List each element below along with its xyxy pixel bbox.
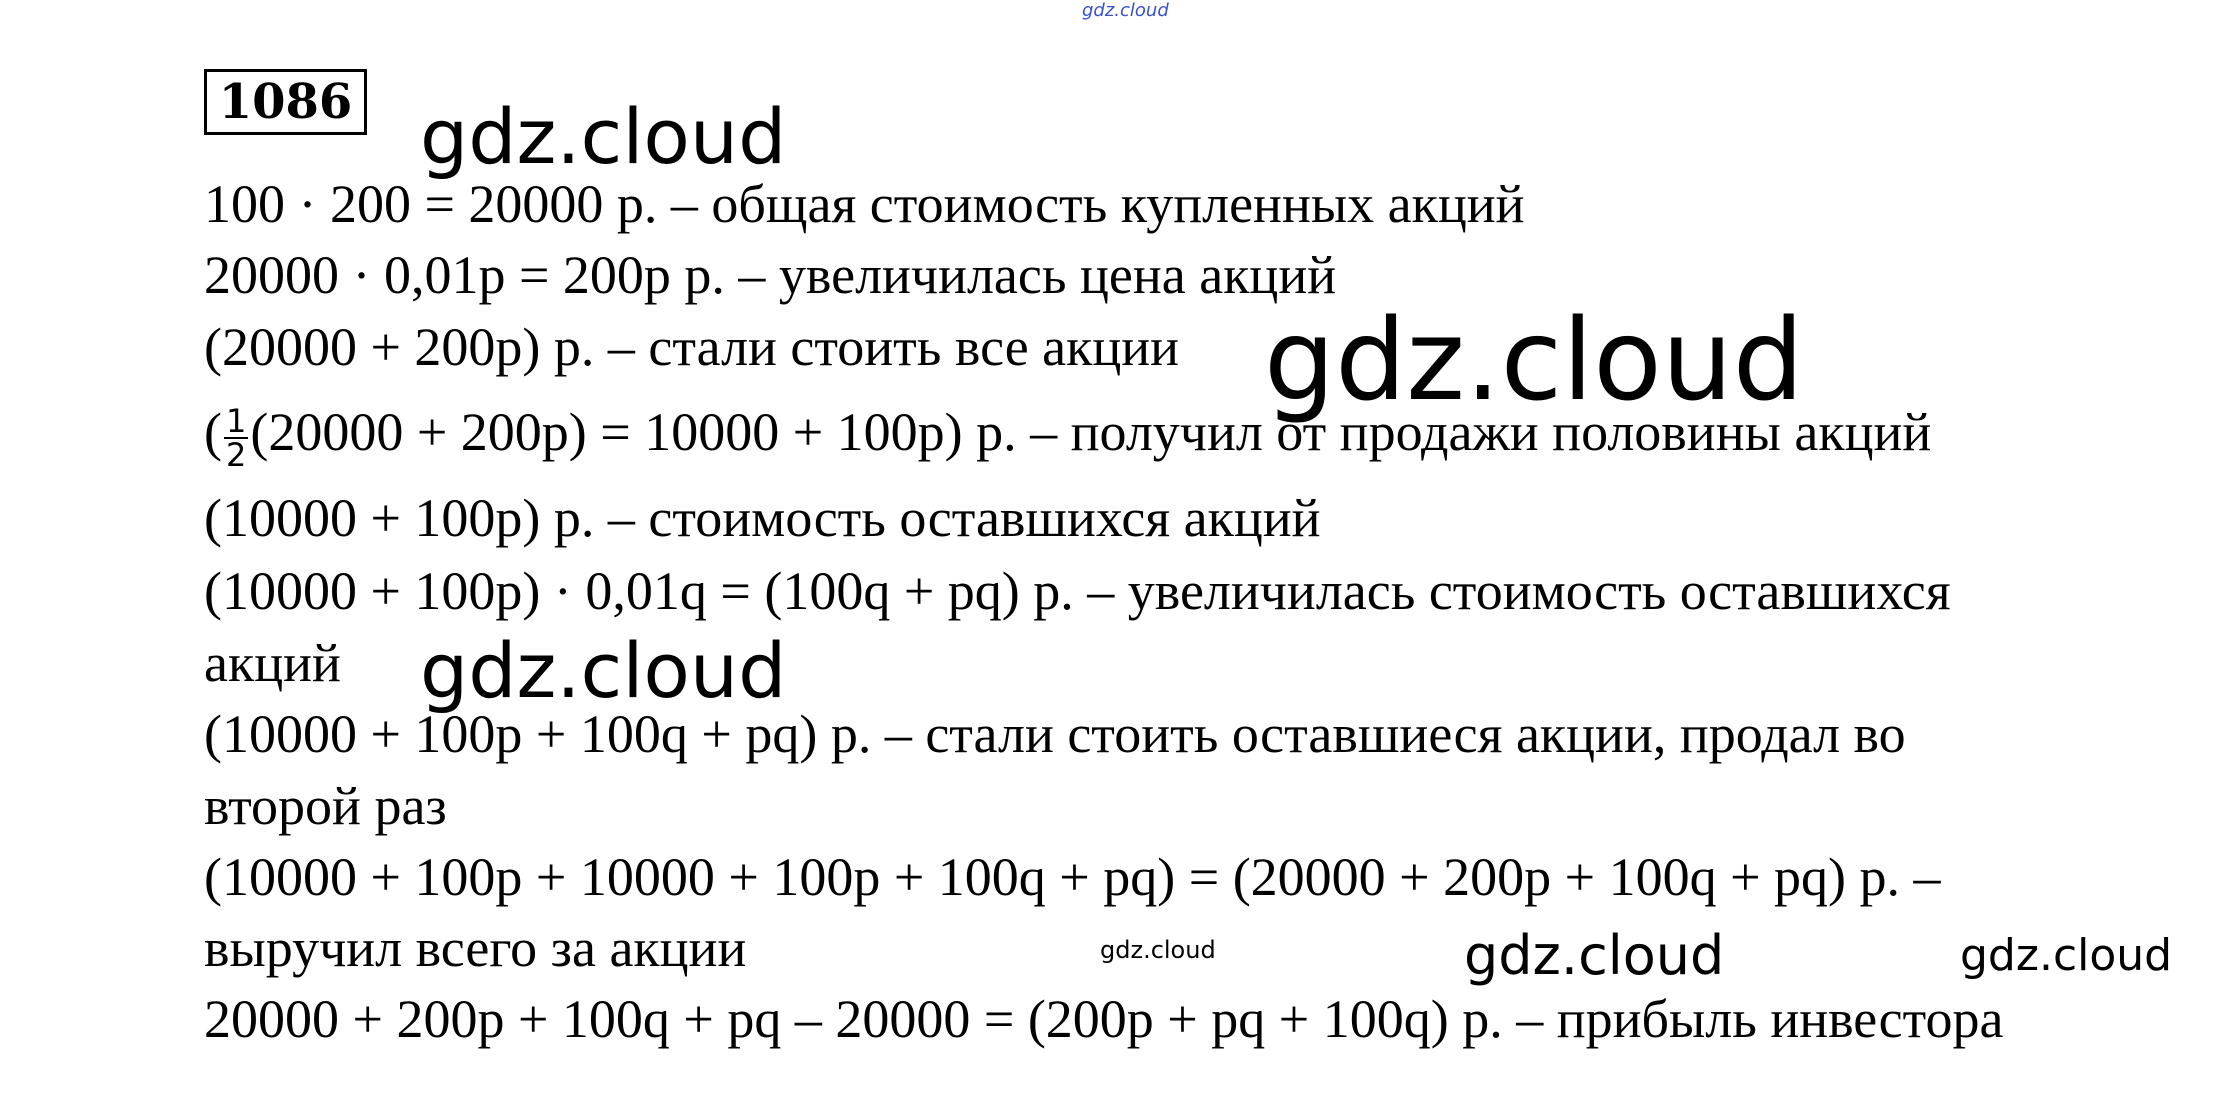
- solution-line-9: второй раз: [204, 776, 447, 836]
- line-4-rest: (20000 + 200p) = 10000 + 100p) р. – получил от продажи половины акций: [250, 402, 1932, 462]
- solution-line-5: (10000 + 100p) р. – стоимость оставшихся акций: [204, 488, 1321, 548]
- watermark-6: gdz.cloud: [1960, 930, 2173, 981]
- solution-line-1: 100 · 200 = 20000 р. – общая стоимость купленных акций: [204, 174, 1525, 234]
- fraction-denominator: 2: [225, 435, 247, 474]
- solution-line-12: 20000 + 200p + 100q + pq – 20000 = (200p + pq + 100q) р. – прибыль инвестора: [204, 989, 2004, 1049]
- watermark-5: gdz.cloud: [1464, 924, 1725, 987]
- solution-line-7: акций: [204, 633, 341, 693]
- fraction-one-half: [224, 401, 248, 474]
- solution-line-2: 20000 · 0,01p = 200p р. – увеличилась цена акций: [204, 245, 1337, 305]
- solution-line-4: [204, 400, 1932, 474]
- solution-line-11: выручил всего за акции: [204, 918, 747, 978]
- solution-line-8: (10000 + 100p + 100q + pq) р. – стали стоить оставшиеся акции, продал во: [204, 704, 1906, 764]
- paren-open: (: [204, 402, 222, 462]
- watermark-top: gdz.cloud: [1082, 0, 1169, 21]
- watermark-3: gdz.cloud: [420, 626, 787, 715]
- watermark-2: gdz.cloud: [1264, 296, 1804, 426]
- solution-line-6: (10000 + 100p) · 0,01q = (100q + pq) р. – увеличилась стоимость оставшихся: [204, 561, 1951, 621]
- solution-line-10: (10000 + 100p + 10000 + 100p + 100q + pq) = (20000 + 200p + 100q + pq) р. –: [204, 847, 1941, 907]
- watermark-1: gdz.cloud: [420, 92, 787, 181]
- watermark-4: gdz.cloud: [1100, 936, 1216, 964]
- solution-line-3: (20000 + 200p) р. – стали стоить все акции: [204, 317, 1180, 377]
- fraction-numerator: 1: [225, 401, 247, 440]
- problem-number-box: 1086: [204, 69, 367, 135]
